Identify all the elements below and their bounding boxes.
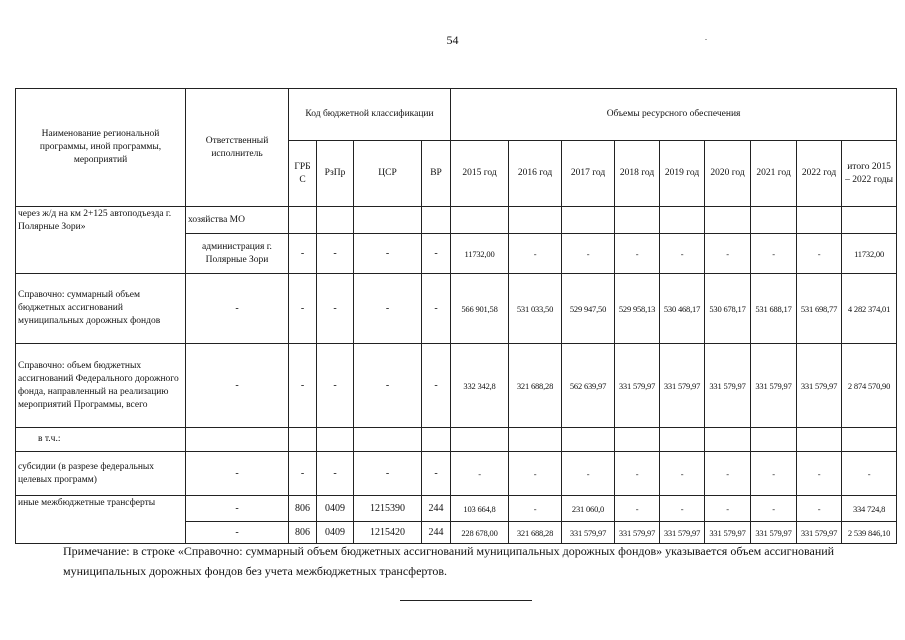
cell-2016: 531 033,50 <box>509 274 562 344</box>
cell-2017: 331 579,97 <box>562 522 615 544</box>
cell-2015: 332 342,8 <box>451 344 509 428</box>
cell-2022: 531 698,77 <box>797 274 842 344</box>
cell-total: 2 874 570,90 <box>842 344 897 428</box>
header-volumes: Объемы ресурсного обеспечения <box>451 89 897 141</box>
table-row <box>16 207 897 234</box>
row-executor: - <box>186 452 289 496</box>
cell-2022: - <box>797 452 842 496</box>
cell-2021: 331 579,97 <box>751 522 797 544</box>
cell-rzpr: 0409 <box>317 522 354 544</box>
row-name-municipal-funds: Справочно: суммарный объем бюджетных ассигнований муниципальных дорожных фондов <box>16 274 186 344</box>
cell-2016: - <box>509 452 562 496</box>
cell-2022: - <box>797 234 842 274</box>
cell-2015: 11732,00 <box>451 234 509 274</box>
cell-2019: - <box>660 496 705 522</box>
cell-grbs: - <box>289 344 317 428</box>
cell-grbs: 806 <box>289 496 317 522</box>
row-name-federal-fund: Справочно: объем бюджетных ассигнований Федерального дорожного фонда, направленный на реализацию мероприятий Программы, всего <box>16 344 186 428</box>
cell-2015: - <box>451 452 509 496</box>
cell-total: - <box>842 452 897 496</box>
cell-rzpr: - <box>317 274 354 344</box>
cell-2020: 331 579,97 <box>705 522 751 544</box>
cell-2021: - <box>751 234 797 274</box>
cell-vr: - <box>422 234 451 274</box>
cell-total: 11732,00 <box>842 234 897 274</box>
cell-csr: 1215390 <box>354 496 422 522</box>
cell-2022: 331 579,97 <box>797 522 842 544</box>
table-row <box>16 452 897 496</box>
cell-grbs: - <box>289 452 317 496</box>
cell-vr: - <box>422 274 451 344</box>
header-2015: 2015 год <box>451 141 509 207</box>
cell-grbs: - <box>289 234 317 274</box>
cell-2015: 228 678,00 <box>451 522 509 544</box>
table-row <box>16 274 897 344</box>
row-executor: - <box>186 344 289 428</box>
cell-2016: - <box>509 496 562 522</box>
row-executor: администрация г. Полярные Зори <box>186 234 289 274</box>
header-2022: 2022 год <box>797 141 842 207</box>
cell-2018: - <box>615 234 660 274</box>
cell-grbs: 806 <box>289 522 317 544</box>
cell-2015: 566 901,58 <box>451 274 509 344</box>
cell-2017: - <box>562 234 615 274</box>
row-executor: - <box>186 496 289 522</box>
stray-mark: . <box>705 33 707 42</box>
header-classification: Код бюджетной классификации <box>289 89 451 141</box>
header-grbs: ГРБ С <box>289 141 317 207</box>
row-name-subsidies: субсидии (в разрезе федеральных целевых программ) <box>16 452 186 496</box>
cell-csr: 1215420 <box>354 522 422 544</box>
cell-2016: 321 688,28 <box>509 522 562 544</box>
cell-2017: 231 060,0 <box>562 496 615 522</box>
cell-vr: - <box>422 452 451 496</box>
cell-2020: 331 579,97 <box>705 344 751 428</box>
cell-vr: 244 <box>422 496 451 522</box>
cell-2019: 331 579,97 <box>660 522 705 544</box>
header-2018: 2018 год <box>615 141 660 207</box>
cell-rzpr: - <box>317 344 354 428</box>
divider-line <box>400 600 532 601</box>
row-name-crossing: через ж/д на км 2+125 автоподъезда г. Полярные Зори» <box>16 207 186 274</box>
cell-2018: - <box>615 452 660 496</box>
table-row <box>16 428 897 452</box>
cell-2019: 530 468,17 <box>660 274 705 344</box>
cell-total: 2 539 846,10 <box>842 522 897 544</box>
cell-rzpr: - <box>317 234 354 274</box>
cell-2017: - <box>562 452 615 496</box>
row-executor: хозяйства МО <box>186 207 289 234</box>
cell-rzpr: - <box>317 452 354 496</box>
header-total: итого 2015 – 2022 годы <box>842 141 897 207</box>
table-row <box>16 344 897 428</box>
cell-2020: 530 678,17 <box>705 274 751 344</box>
cell-2020: - <box>705 496 751 522</box>
cell-csr: - <box>354 234 422 274</box>
budget-resource-table <box>15 88 897 544</box>
cell-2016: 321 688,28 <box>509 344 562 428</box>
cell-2017: 529 947,50 <box>562 274 615 344</box>
cell-total: 334 724,8 <box>842 496 897 522</box>
footnote: Примечание: в строке «Справочно: суммарный объем бюджетных ассигнований муниципальных дорожных фондов» указывается объем ассигнований муниципальных дорожных фондов без учета межбюджетных трансфертов. <box>63 544 835 578</box>
cell-2021: 331 579,97 <box>751 344 797 428</box>
cell-2018: 331 579,97 <box>615 522 660 544</box>
cell-2019: - <box>660 452 705 496</box>
header-2021: 2021 год <box>751 141 797 207</box>
row-executor: - <box>186 274 289 344</box>
cell-2020: - <box>705 452 751 496</box>
cell-grbs: - <box>289 274 317 344</box>
header-csr: ЦСР <box>354 141 422 207</box>
header-executor: Ответственный исполнитель <box>186 89 289 207</box>
cell-rzpr: 0409 <box>317 496 354 522</box>
cell-2020: - <box>705 234 751 274</box>
header-name: Наименование региональной программы, иной программы, мероприятий <box>16 89 186 207</box>
header-vr: ВР <box>422 141 451 207</box>
cell-2017: 562 639,97 <box>562 344 615 428</box>
cell-2021: - <box>751 452 797 496</box>
cell-2018: 331 579,97 <box>615 344 660 428</box>
cell-2016: - <box>509 234 562 274</box>
cell-2015: 103 664,8 <box>451 496 509 522</box>
row-executor: - <box>186 522 289 544</box>
cell-csr: - <box>354 274 422 344</box>
table-row <box>16 496 897 522</box>
cell-2022: 331 579,97 <box>797 344 842 428</box>
cell-vr: 244 <box>422 522 451 544</box>
cell-2019: 331 579,97 <box>660 344 705 428</box>
page-number: 54 <box>446 33 459 47</box>
cell-2021: 531 688,17 <box>751 274 797 344</box>
header-2016: 2016 год <box>509 141 562 207</box>
row-name-including: в т.ч.: <box>16 428 186 452</box>
header-2017: 2017 год <box>562 141 615 207</box>
cell-csr: - <box>354 452 422 496</box>
header-2019: 2019 год <box>660 141 705 207</box>
header-row-top <box>16 89 897 141</box>
cell-total: 4 282 374,01 <box>842 274 897 344</box>
header-2020: 2020 год <box>705 141 751 207</box>
cell-2018: 529 958,13 <box>615 274 660 344</box>
cell-vr: - <box>422 344 451 428</box>
header-rzpr: РзПр <box>317 141 354 207</box>
cell-2021: - <box>751 496 797 522</box>
row-name-other-transfers: иные межбюджетные трансферты <box>16 496 186 544</box>
cell-csr: - <box>354 344 422 428</box>
cell-2022: - <box>797 496 842 522</box>
cell-2019: - <box>660 234 705 274</box>
cell-2018: - <box>615 496 660 522</box>
